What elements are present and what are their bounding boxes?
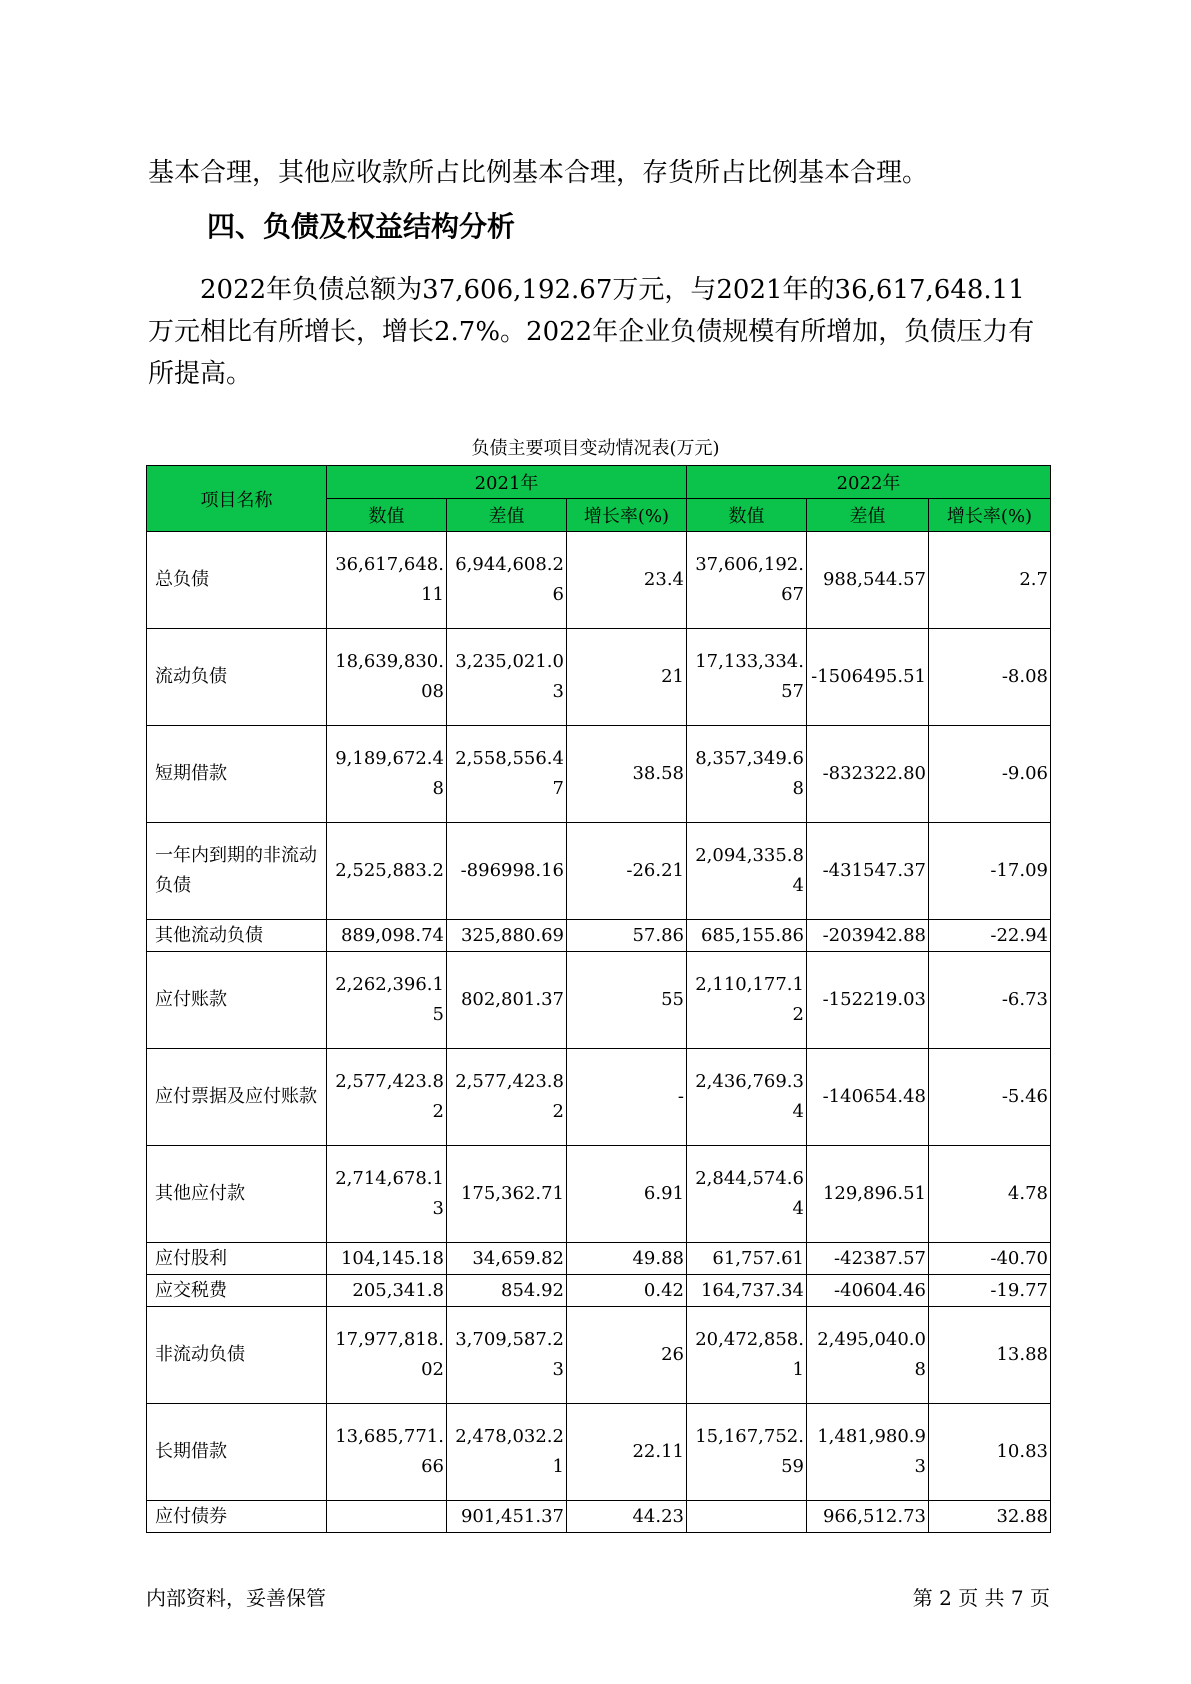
- cell-v22: 2,844,574.64: [687, 1146, 807, 1243]
- cell-r21: 38.58: [567, 726, 687, 823]
- cell-v22: 8,357,349.68: [687, 726, 807, 823]
- cell-v21: 889,098.74: [327, 920, 447, 952]
- table-row: [147, 1404, 1051, 1501]
- header-rate-2022: 增长率(%): [929, 499, 1051, 532]
- header-value-2022: 数值: [687, 499, 807, 532]
- table-row: [147, 952, 1051, 1049]
- table-row: [147, 1146, 1051, 1243]
- section-heading: 四、负债及权益结构分析: [207, 210, 516, 243]
- table-row: [147, 823, 1051, 920]
- cell-v22: 2,436,769.34: [687, 1049, 807, 1146]
- cell-d22: -431547.37: [807, 823, 929, 920]
- cell-d21: 325,880.69: [447, 920, 567, 952]
- cell-name: 其他流动负债: [147, 920, 327, 952]
- cell-d22: -140654.48: [807, 1049, 929, 1146]
- cell-d22: 129,896.51: [807, 1146, 929, 1243]
- table-row: [147, 920, 1051, 952]
- cell-name: 应付债券: [147, 1501, 327, 1533]
- cell-r21: 22.11: [567, 1404, 687, 1501]
- cell-d22: -42387.57: [807, 1243, 929, 1275]
- cell-name: 应付股利: [147, 1243, 327, 1275]
- cell-r22: -22.94: [929, 920, 1051, 952]
- header-year-2021: 2021年: [327, 466, 687, 499]
- cell-v22: 20,472,858.1: [687, 1307, 807, 1404]
- cell-v21: 18,639,830.08: [327, 629, 447, 726]
- table-row: [147, 1049, 1051, 1146]
- cell-d21: 802,801.37: [447, 952, 567, 1049]
- cell-d21: 2,478,032.21: [447, 1404, 567, 1501]
- table-row: [147, 532, 1051, 629]
- footer-confidential: 内部资料，妥善保管: [146, 1586, 326, 1610]
- cell-name: 应付票据及应付账款: [147, 1049, 327, 1146]
- cell-d21: 2,577,423.82: [447, 1049, 567, 1146]
- cell-d22: 1,481,980.93: [807, 1404, 929, 1501]
- cell-d21: 3,235,021.03: [447, 629, 567, 726]
- cell-d21: 901,451.37: [447, 1501, 567, 1533]
- cell-r21: -: [567, 1049, 687, 1146]
- cell-r21: 23.4: [567, 532, 687, 629]
- cell-v22: 61,757.61: [687, 1243, 807, 1275]
- cell-v21: 9,189,672.48: [327, 726, 447, 823]
- cell-r22: 2.7: [929, 532, 1051, 629]
- cell-v22: [687, 1501, 807, 1533]
- footer-page-number: 第 2 页 共 7 页: [912, 1586, 1050, 1610]
- cell-r22: 13.88: [929, 1307, 1051, 1404]
- cell-v22: 2,110,177.12: [687, 952, 807, 1049]
- cell-name: 其他应付款: [147, 1146, 327, 1243]
- header-rate-2021: 增长率(%): [567, 499, 687, 532]
- cell-d21: 6,944,608.26: [447, 532, 567, 629]
- cell-d22: 988,544.57: [807, 532, 929, 629]
- cell-r21: 57.86: [567, 920, 687, 952]
- cell-v21: [327, 1501, 447, 1533]
- table-row: [147, 1307, 1051, 1404]
- cell-r22: 4.78: [929, 1146, 1051, 1243]
- header-year-2022: 2022年: [687, 466, 1051, 499]
- cell-d21: 854.92: [447, 1275, 567, 1307]
- cell-d22: -1506495.51: [807, 629, 929, 726]
- cell-name: 应交税费: [147, 1275, 327, 1307]
- table-row: [147, 1501, 1051, 1533]
- cell-r22: -9.06: [929, 726, 1051, 823]
- paragraph-continued: 基本合理，其他应收款所占比例基本合理，存货所占比例基本合理。: [148, 158, 929, 188]
- cell-name: 非流动负债: [147, 1307, 327, 1404]
- cell-r21: 55: [567, 952, 687, 1049]
- cell-r22: -40.70: [929, 1243, 1051, 1275]
- cell-r22: -17.09: [929, 823, 1051, 920]
- cell-v21: 104,145.18: [327, 1243, 447, 1275]
- cell-v21: 36,617,648.11: [327, 532, 447, 629]
- table-caption: 负债主要项目变动情况表(万元): [471, 438, 720, 459]
- cell-name: 总负债: [147, 532, 327, 629]
- cell-v22: 2,094,335.84: [687, 823, 807, 920]
- cell-d21: 34,659.82: [447, 1243, 567, 1275]
- header-value-2021: 数值: [327, 499, 447, 532]
- cell-v22: 17,133,334.57: [687, 629, 807, 726]
- cell-v22: 685,155.86: [687, 920, 807, 952]
- cell-r21: -26.21: [567, 823, 687, 920]
- cell-v21: 205,341.8: [327, 1275, 447, 1307]
- cell-name: 长期借款: [147, 1404, 327, 1501]
- cell-d22: -832322.80: [807, 726, 929, 823]
- cell-d21: 175,362.71: [447, 1146, 567, 1243]
- cell-r21: 6.91: [567, 1146, 687, 1243]
- table-row: [147, 629, 1051, 726]
- cell-r22: 32.88: [929, 1501, 1051, 1533]
- cell-d22: 966,512.73: [807, 1501, 929, 1533]
- cell-d21: 2,558,556.47: [447, 726, 567, 823]
- cell-v21: 2,262,396.15: [327, 952, 447, 1049]
- cell-name: 流动负债: [147, 629, 327, 726]
- cell-name: 应付账款: [147, 952, 327, 1049]
- table-row: [147, 726, 1051, 823]
- cell-d21: -896998.16: [447, 823, 567, 920]
- cell-v22: 15,167,752.59: [687, 1404, 807, 1501]
- cell-r21: 44.23: [567, 1501, 687, 1533]
- liabilities-table: [146, 465, 1051, 1533]
- cell-d22: -40604.46: [807, 1275, 929, 1307]
- table-row: [147, 1275, 1051, 1307]
- cell-r22: -19.77: [929, 1275, 1051, 1307]
- cell-name: 一年内到期的非流动负债: [147, 823, 327, 920]
- cell-d22: 2,495,040.08: [807, 1307, 929, 1404]
- cell-r21: 21: [567, 629, 687, 726]
- paragraph-liabilities: 2022年负债总额为37,606,192.67万元，与2021年的36,617,648.11万元相比有所增长，增长2.7%。2022年企业负债规模有所增加，负债压力有所提高。: [148, 275, 1035, 389]
- header-item-name: 项目名称: [147, 466, 327, 532]
- cell-v21: 2,577,423.82: [327, 1049, 447, 1146]
- cell-r22: -6.73: [929, 952, 1051, 1049]
- cell-v22: 164,737.34: [687, 1275, 807, 1307]
- cell-name: 短期借款: [147, 726, 327, 823]
- cell-v21: 2,525,883.2: [327, 823, 447, 920]
- header-diff-2022: 差值: [807, 499, 929, 532]
- header-diff-2021: 差值: [447, 499, 567, 532]
- cell-r22: -8.08: [929, 629, 1051, 726]
- cell-d21: 3,709,587.23: [447, 1307, 567, 1404]
- table-row: [147, 1243, 1051, 1275]
- cell-r21: 0.42: [567, 1275, 687, 1307]
- cell-v22: 37,606,192.67: [687, 532, 807, 629]
- cell-v21: 2,714,678.13: [327, 1146, 447, 1243]
- cell-r21: 26: [567, 1307, 687, 1404]
- cell-d22: -203942.88: [807, 920, 929, 952]
- cell-r21: 49.88: [567, 1243, 687, 1275]
- cell-r22: -5.46: [929, 1049, 1051, 1146]
- cell-r22: 10.83: [929, 1404, 1051, 1501]
- cell-v21: 17,977,818.02: [327, 1307, 447, 1404]
- cell-d22: -152219.03: [807, 952, 929, 1049]
- cell-v21: 13,685,771.66: [327, 1404, 447, 1501]
